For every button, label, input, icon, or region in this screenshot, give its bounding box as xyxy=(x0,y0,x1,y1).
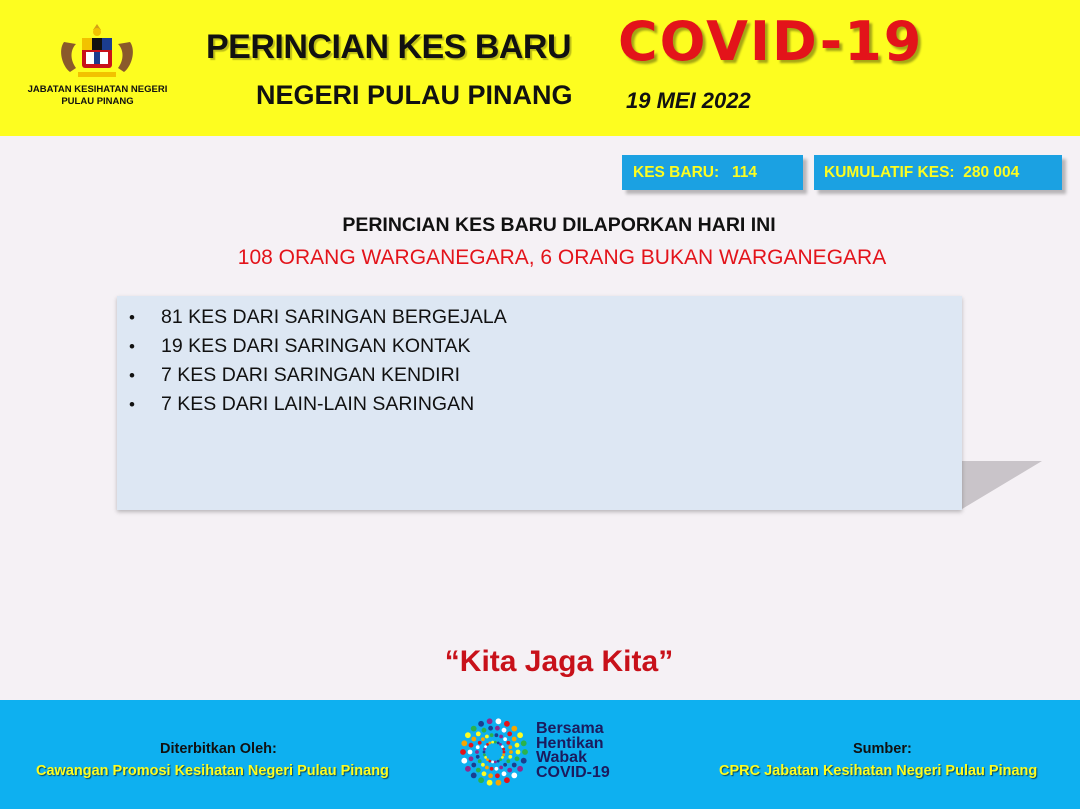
report-date: 19 MEI 2022 xyxy=(626,88,751,113)
burst-dot xyxy=(503,737,507,741)
burst-dot xyxy=(521,740,527,746)
burst-dot xyxy=(491,741,494,744)
details-subheading: 108 ORANG WARGANEGARA, 6 ORANG BUKAN WARGANEGARA xyxy=(237,246,887,269)
burst-dot xyxy=(471,726,477,732)
burst-dot xyxy=(487,718,493,724)
burst-dot xyxy=(503,763,507,767)
publisher-label: Diterbitkan Oleh: xyxy=(160,741,277,757)
burst-dot xyxy=(488,773,493,778)
burst-dot xyxy=(482,728,487,733)
malaysia-coat-of-arms-icon xyxy=(56,22,138,80)
burst-dot xyxy=(515,756,520,761)
list-item xyxy=(129,361,962,390)
burst-dot xyxy=(478,777,484,783)
burst-dot xyxy=(481,737,485,741)
burst-dot xyxy=(490,733,494,737)
burst-dot xyxy=(499,766,503,770)
burst-dot xyxy=(507,732,512,737)
burst-dot xyxy=(504,777,510,783)
burst-dot xyxy=(495,726,500,731)
logo-line: COVID-19 xyxy=(536,763,610,781)
burst-dot xyxy=(502,753,505,756)
list-item-text: 81 KES DARI SARINGAN BERGEJALA xyxy=(161,306,507,328)
burst-dot xyxy=(501,756,504,759)
campaign-burst-logo-icon xyxy=(458,716,530,788)
new-cases-badge xyxy=(622,155,803,190)
burst-dot xyxy=(461,740,467,746)
burst-dot xyxy=(512,737,517,742)
burst-dot xyxy=(508,755,512,759)
list-item xyxy=(129,390,962,419)
list-item-text: 7 KES DARI SARINGAN KENDIRI xyxy=(161,364,461,386)
bullet-icon: • xyxy=(129,366,135,385)
burst-dot xyxy=(488,726,493,731)
burst-dot xyxy=(486,743,489,746)
burst-dot xyxy=(499,735,503,739)
bullet-icon: • xyxy=(129,308,135,327)
covid-label: COVID-19 xyxy=(618,10,924,73)
burst-dot xyxy=(461,758,467,764)
burst-dot xyxy=(508,745,512,749)
burst-dot xyxy=(487,780,493,786)
burst-dot xyxy=(511,773,517,779)
burst-dot xyxy=(465,766,471,772)
burst-dot xyxy=(469,743,474,748)
burst-dot xyxy=(481,763,485,767)
burst-dot xyxy=(506,741,510,745)
burst-dot xyxy=(496,718,502,724)
burst-dot xyxy=(515,743,520,748)
cumulative-cases-badge xyxy=(814,155,1062,190)
burst-dot xyxy=(517,732,523,738)
burst-dot xyxy=(476,745,480,749)
burst-dot xyxy=(488,742,491,745)
burst-dot xyxy=(497,760,500,763)
burst-dot xyxy=(478,721,484,727)
header-banner xyxy=(0,0,1080,136)
burst-dot xyxy=(475,750,479,754)
burst-dot xyxy=(502,771,507,776)
burst-dot xyxy=(504,721,510,727)
logo-line: Wabak xyxy=(536,749,587,766)
burst-dot xyxy=(490,767,494,771)
new-cases-label: KES BARU: xyxy=(633,164,720,181)
list-item xyxy=(129,332,962,361)
cumulative-label: KUMULATIF KES: xyxy=(824,164,955,181)
burst-dot xyxy=(485,735,489,739)
burst-dot xyxy=(499,743,502,746)
new-cases-value: 114 xyxy=(732,164,758,181)
burst-dot xyxy=(517,766,523,772)
logo-line: Bersama xyxy=(536,720,604,737)
burst-dot xyxy=(506,759,510,763)
burst-dot xyxy=(483,753,486,756)
burst-dot xyxy=(516,750,521,755)
burst-dot xyxy=(483,751,486,754)
page-subtitle: NEGERI PULAU PINANG xyxy=(256,80,573,110)
department-line1: JABATAN KESIHATAN NEGERI xyxy=(27,84,168,95)
slogan: “Kita Jaga Kita” xyxy=(444,645,674,678)
burst-dot xyxy=(512,763,517,768)
burst-dot xyxy=(521,758,527,764)
burst-dot xyxy=(476,755,480,759)
burst-dot xyxy=(522,749,528,755)
burst-dot xyxy=(460,749,466,755)
page-title: PERINCIAN KES BARU xyxy=(206,28,572,66)
source-name: CPRC Jabatan Kesihatan Negeri Pulau Pinang xyxy=(719,763,1038,779)
burst-dot xyxy=(497,742,500,745)
logo-line: Hentikan xyxy=(536,734,604,752)
publisher-name: Cawangan Promosi Kesihatan Negeri Pulau Pinang xyxy=(36,763,389,779)
source-label: Sumber: xyxy=(853,741,912,757)
cumulative-value: 280 004 xyxy=(963,164,1020,181)
burst-dot xyxy=(496,780,502,786)
burst-dot xyxy=(471,763,476,768)
burst-dot xyxy=(509,750,513,754)
case-breakdown-list xyxy=(117,296,962,419)
list-item-text: 7 KES DARI LAIN-LAIN SARINGAN xyxy=(161,393,475,415)
bullet-icon: • xyxy=(129,337,135,356)
burst-dot xyxy=(465,732,471,738)
burst-dot xyxy=(488,760,491,763)
burst-dot xyxy=(503,751,506,754)
campaign-logo-text xyxy=(536,722,610,780)
burst-dot xyxy=(478,759,482,763)
burst-dot xyxy=(491,761,494,764)
bullet-icon: • xyxy=(129,395,135,414)
burst-dot xyxy=(478,741,482,745)
burst-dot xyxy=(476,768,481,773)
burst-dot xyxy=(468,750,473,755)
box-shadow-decoration xyxy=(962,461,1042,509)
burst-dot xyxy=(482,771,487,776)
burst-dot xyxy=(502,728,507,733)
burst-dot xyxy=(476,732,481,737)
burst-dot xyxy=(495,733,499,737)
details-heading: PERINCIAN KES BARU DILAPORKAN HARI INI xyxy=(342,214,776,236)
list-item-text: 19 KES DARI SARINGAN KONTAK xyxy=(161,335,471,357)
burst-dot xyxy=(501,745,504,748)
burst-dot xyxy=(495,773,500,778)
burst-dot xyxy=(499,758,502,761)
burst-dot xyxy=(502,748,505,751)
list-item xyxy=(129,303,962,332)
burst-dot xyxy=(469,756,474,761)
burst-dot xyxy=(494,741,497,744)
burst-dot xyxy=(471,773,477,779)
burst-dot xyxy=(486,758,489,761)
case-breakdown-box xyxy=(117,296,962,510)
burst-dot xyxy=(511,726,517,732)
burst-dot xyxy=(484,745,487,748)
burst-dot xyxy=(484,756,487,759)
burst-dot xyxy=(471,737,476,742)
burst-dot xyxy=(507,768,512,773)
department-line2: PULAU PINANG xyxy=(61,96,134,107)
burst-dot xyxy=(495,767,499,771)
burst-dot xyxy=(494,761,497,764)
burst-dot xyxy=(483,748,486,751)
department-name xyxy=(10,84,185,108)
burst-dot xyxy=(485,766,489,770)
